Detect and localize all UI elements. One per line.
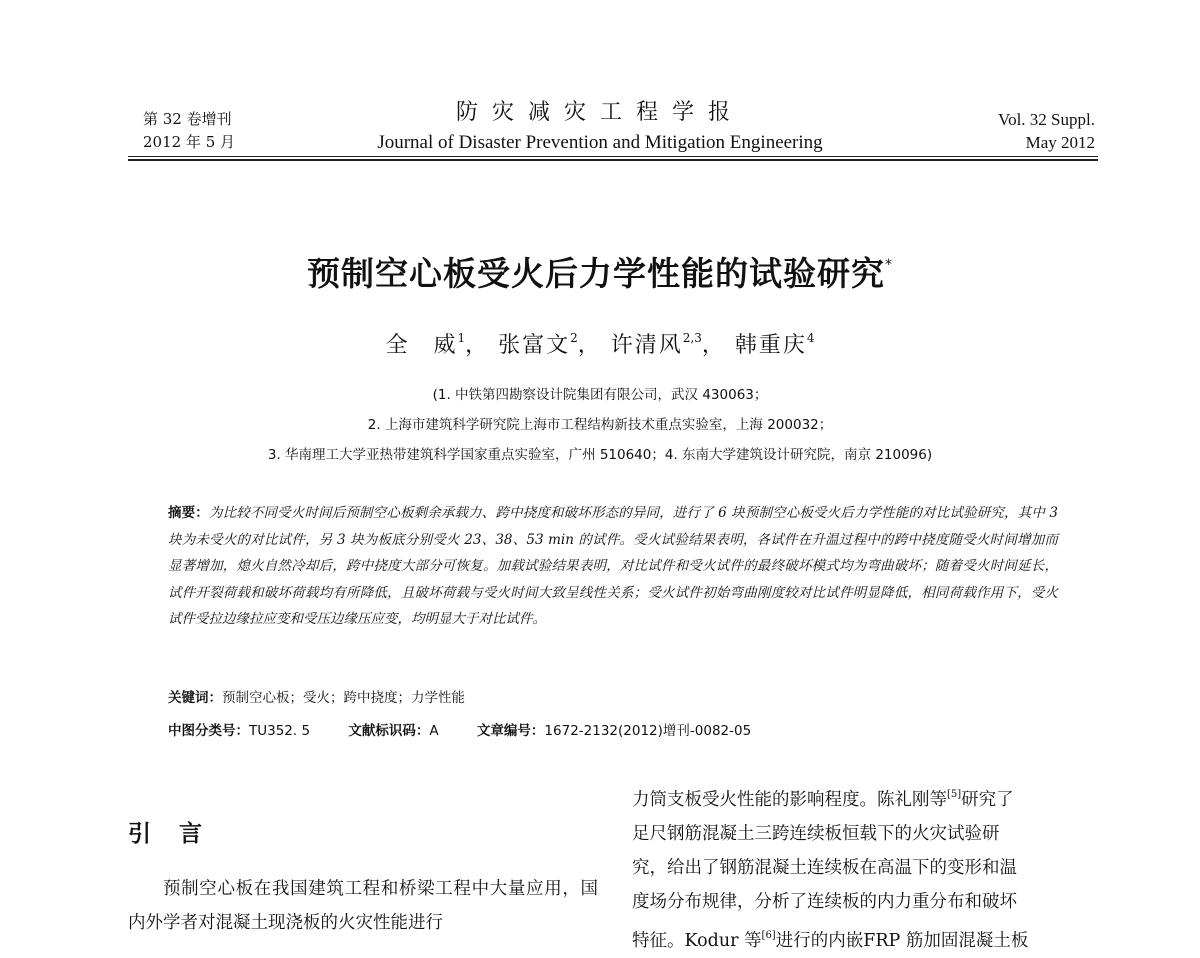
text-line (632, 851, 1094, 885)
citation-ref: [5] (947, 789, 962, 800)
article-no-label: 文章编号： (476, 723, 545, 739)
affiliation-line: 3. 华南理工大学亚热带建筑科学国家重点实验室，广州 510640；4. 东南大学建筑设计研究院，南京 210096) (267, 447, 933, 463)
clc-number (168, 723, 310, 739)
author-name: 张富文 (498, 333, 571, 358)
abstract-label: 摘要： (168, 505, 209, 521)
author-name: 许清风 (610, 333, 683, 358)
text-line (632, 817, 1094, 851)
keywords (168, 686, 465, 706)
doc-code-value: A (429, 723, 439, 739)
clc-value: TU352. 5 (249, 723, 311, 739)
text-line (632, 885, 1094, 919)
article-number (477, 723, 751, 739)
journal-masthead (300, 98, 900, 156)
header-rule-thick (128, 159, 1098, 161)
header-volume-info-en (998, 108, 1095, 154)
article-no-value: 1672-2132(2012)增刊-0082-05 (544, 723, 752, 739)
author-separator: ， (465, 333, 490, 358)
line-text: 力筒支板受火性能的影响程度。陈礼刚等 (632, 790, 947, 810)
author-separator: ， (577, 333, 602, 358)
line-text: 足尺钢筋混凝土三跨连续板恒载下的火灾试验研 (632, 824, 1000, 844)
abstract-text: 为比较不同受火时间后预制空心板剩余承载力、跨中挠度和破坏形态的异同，进行了 6 块预制空心板受火后力学性能的对比试验研究，其中 3 块为未受火的对比试件，另 3 块为板底分别受火 23、38、53 min 的试件。受火试验结果表明，各试件在升温过程中的跨中挠度随受火时间增加而显著增加，熄火自然冷却后，跨中挠度大部分可恢复。加载试验结果表明，对比试件和受火试件的最终破坏模式均为弯曲破坏；随着受火时间延长，试件开裂荷载和破坏荷载均有所降低，且破坏荷载与受火时间大致呈线性关系；受火试件初始弯曲刚度较对比试件明显降低，相同荷载作用下，受火试件受拉边缘拉应变和受压边缘压应变，均明显大于对比试件。 (168, 505, 1058, 628)
line-tail: 研究了 (961, 790, 1014, 810)
journal-title-cn: 防灾减灾工程学报 (455, 100, 744, 125)
line-text: 特征。Kodur 等 (632, 931, 762, 951)
volume-en: Vol. 32 Suppl. (998, 110, 1095, 129)
author-list (0, 328, 1200, 359)
author-separator: ， (701, 333, 726, 358)
header-rule-thin (128, 156, 1098, 157)
clc-label: 中图分类号： (168, 723, 249, 739)
citation-ref: [6] (761, 930, 776, 941)
line-tail: 进行的内嵌FRP 筋加固混凝土板 (775, 931, 1029, 951)
keywords-label: 关键词： (168, 690, 222, 706)
date-cn: 2012 年 5 月 (143, 133, 236, 151)
title-footnote-mark: * (885, 257, 893, 273)
text-line (632, 919, 1094, 958)
title-text: 预制空心板受火后力学性能的试验研究 (307, 254, 885, 293)
doc-code (348, 723, 438, 739)
classification-line (168, 719, 785, 739)
doc-code-label: 文献标识码： (348, 723, 430, 739)
keywords-text: 预制空心板；受火；跨中挠度；力学性能 (222, 690, 465, 706)
right-column (632, 778, 1094, 958)
header-volume-info (143, 108, 235, 154)
section-heading-introduction: 引言 (128, 821, 230, 847)
affiliation-line: (1. 中铁第四勘察设计院集团有限公司，武汉 430063； (432, 387, 768, 403)
author-affil-mark: 1 (457, 331, 466, 345)
left-column-text: 预制空心板在我国建筑工程和桥梁工程中大量应用，国内外学者对混凝土现浇板的火灾性能进行 (128, 879, 598, 933)
journal-title-en: Journal of Disaster Prevention and Mitigation Engineering (377, 132, 823, 153)
affiliation-line: 2. 上海市建筑科学研究院上海市工程结构新技术重点实验室，上海 200032； (367, 417, 833, 433)
date-en: May 2012 (1025, 133, 1095, 152)
author-affil-mark: 2,3 (682, 331, 702, 345)
article-title (0, 248, 1200, 295)
line-text: 究，给出了钢筋混凝土连续板在高温下的变形和温 (632, 858, 1017, 878)
author-affil-mark: 4 (806, 331, 815, 345)
author-name: 全 威 (385, 333, 458, 358)
text-line (632, 778, 1094, 817)
volume-cn: 第 32 卷增刊 (143, 110, 232, 128)
author-name: 韩重庆 (734, 333, 807, 358)
abstract (168, 500, 1058, 633)
line-text: 度场分布规律，分析了连续板的内力重分布和破坏 (632, 892, 1017, 912)
author-affil-mark: 2 (570, 331, 578, 345)
